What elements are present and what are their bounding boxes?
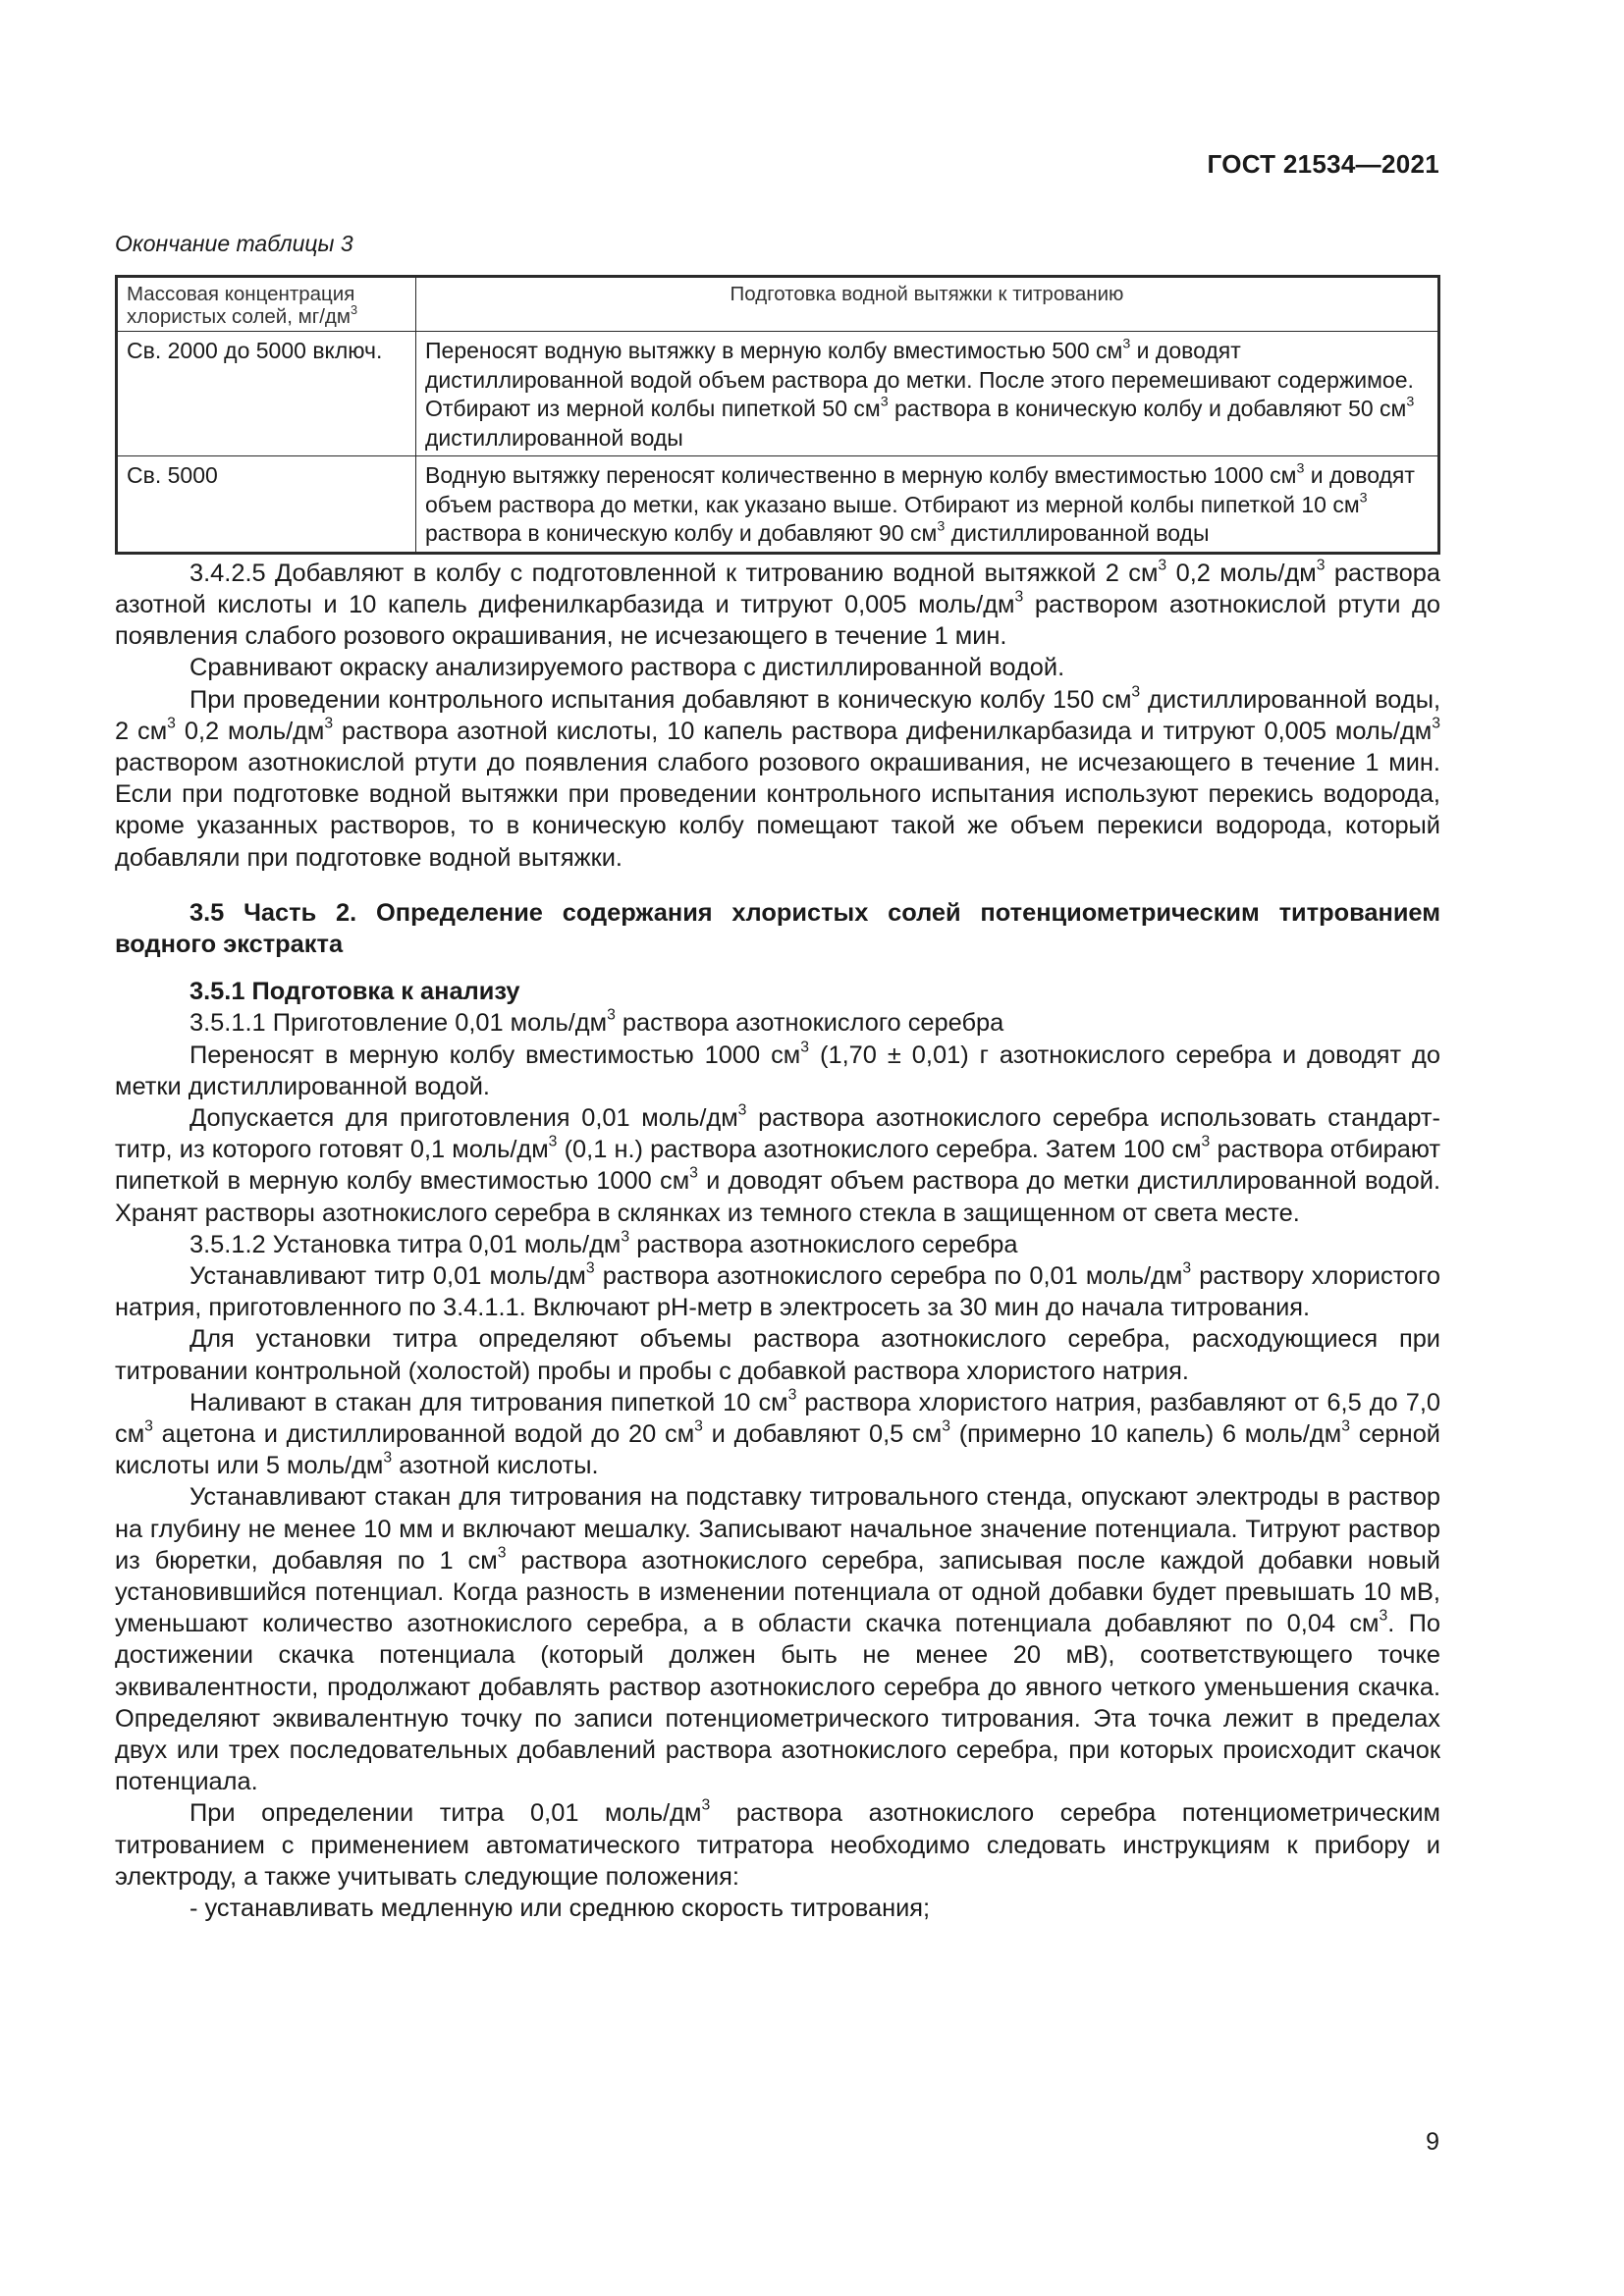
section-heading-3-5: 3.5 Часть 2. Определение содержания хлористых солей потенциометрическим титрованием водного экстракта bbox=[115, 898, 1440, 958]
paragraph-3-5-1-1: 3.5.1.1 Приготовление 0,01 моль/$дм^3$ раствора азотнокислого серебра bbox=[189, 1007, 1004, 1038]
table-3 bbox=[117, 277, 1438, 553]
paragraph-pour: Наливают в стакан для титрования пипеткой 10 $см^3$ раствора хлористого натрия, разбавляют от 6,5 до 7,0 $см^3$ ацетона и дистиллированной водой до 20 $см^3$ и добавляют 0,5 $см^3$ (примерно 10 капель) 6 моль/$дм^3$ серной кислоты или 5 моль/$дм^3$ азотной кислоты. bbox=[115, 1386, 1440, 1480]
table-frame bbox=[115, 275, 1440, 555]
table-cell-concentration: Св. 5000 bbox=[118, 456, 416, 553]
paragraph-3-5-1-2: 3.5.1.2 Установка титра 0,01 моль/$дм^3$ раствора азотнокислого серебра bbox=[189, 1228, 1018, 1258]
column-header-preparation: Подготовка водной вытяжки к титрованию bbox=[416, 278, 1438, 332]
paragraph-transfer: Переносят в мерную колбу вместимостью 1000 $см^3$ (1,70 ± 0,01) г азотнокислого серебра и доводят до метки дистиллированной водой. bbox=[115, 1039, 1440, 1100]
paragraph-automatic-titrator: При определении титра 0,01 моль/$дм^3$ раствора азотнокислого серебра потенциометрическим титрованием с применением автоматического титратора необходимо следовать инструкциям к прибору и электроду, а также учитывать следующие положения: bbox=[115, 1797, 1441, 1891]
table-header-row bbox=[118, 278, 1438, 332]
table-cell-preparation: Переносят водную вытяжку в мерную колбу вместимостью 500 $см^3$ и доводят дистиллированной водой объем раствора до метки. После этого перемешивают содержимое. Отбирают из мерной колбы пипеткой 50 $см^3$ раствора в коническую колбу и добавляют 50 $см^3$ дистиллированной воды bbox=[416, 332, 1438, 456]
paragraph-determine-volumes: Для установки титра определяют объемы раствора азотнокислого серебра, расходующиеся при титровании контрольной (холостой) пробы и пробы с добавкой раствора хлористого натрия. bbox=[115, 1325, 1440, 1385]
section-heading-3-5-1: 3.5.1 Подготовка к анализу bbox=[189, 978, 520, 1006]
standard-header: ГОСТ 21534—2021 bbox=[1207, 149, 1439, 179]
paragraph-titration-stand: Устанавливают стакан для титрования на подставку титровального стенда, опускают электроды в раствор на глубину не менее 10 мм и включают мешалку. Записывают начальное значение потенциала. Титруют раствор из бюретки, добавляя по 1 $см^3$ раствора азотнокислого серебра, записывая после каждой добавки новый установившийся потенциал. Когда разность в изменении потенциала от одной добавки будет превышать 10 мВ, уменьшают количество азотнокислого серебра, а в области скачка потенциала добавляют по 0,04 $см^3$. По достижении скачка потенциала (который должен быть не менее 20 мВ), соответствующего точке эквивалентности, продолжают добавлять раствор азотнокислого серебра до явного четкого уменьшения скачка. Определяют эквивалентную точку по записи потенциометрического титрования. Эта точка лежит в пределах двух или трех последовательных добавлений раствора азотнокислого серебра, при которых происходит скачок потенциала. bbox=[115, 1483, 1440, 1796]
page-content bbox=[115, 228, 1440, 1924]
list-item-speed: - устанавливать медленную или среднюю скорость титрования; bbox=[189, 1895, 931, 1923]
table-cell-concentration: Св. 2000 до 5000 включ. bbox=[118, 332, 416, 456]
page-number: 9 bbox=[1426, 2128, 1439, 2156]
paragraph-control-test: При проведении контрольного испытания добавляют в коническую колбу 150 $см^3$ дистиллированной воды, 2 $см^3$ 0,2 моль/$дм^3$ раствора азотной кислоты, 10 капель раствора дифенилкарбазида и титруют 0,005 моль/$дм^3$ раствором азотнокислой ртути до появления слабого розового окрашивания, не исчезающего в течение 1 мин. Если при подготовке водной вытяжки при проведении контрольного испытания используют перекись водорода, кроме указанных растворов, то в коническую колбу помещают такой же объем перекиси водорода, который добавляли при подготовке водной вытяжки. bbox=[115, 683, 1441, 872]
paragraph-compare: Сравнивают окраску анализируемого раствора с дистиллированной водой. bbox=[189, 654, 1065, 682]
paragraph-set-titer: Устанавливают титр 0,01 моль/$дм^3$ раствора азотнокислого серебра по 0,01 моль/$дм^3$ раствору хлористого натрия, приготовленного по 3.4.1.1. Включают pH-метр в электросеть за 30 мин до начала титрования. bbox=[115, 1259, 1440, 1322]
column-header-concentration: Массовая концентрация хлористых солей, $мг/дм^3$ bbox=[118, 278, 416, 332]
table-row bbox=[118, 332, 1438, 456]
paragraph-standard-titer: Допускается для приготовления 0,01 моль/$дм^3$ раствора азотнокислого серебра использовать стандарт-титр, из которого готовят 0,1 моль/$дм^3$ (0,1 н.) раствора азотнокислого серебра. Затем 100 $см^3$ раствора отбирают пипеткой в мерную колбу вместимостью 1000 $см^3$ и доводят объем раствора до метки дистиллированной водой. Хранят растворы азотнокислого серебра в склянках из темного стекла в защищенном от света месте. bbox=[115, 1101, 1440, 1227]
paragraph-3-4-2-5: 3.4.2.5 Добавляют в колбу с подготовленной к титрованию водной вытяжкой 2 $см^3$ 0,2 моль/$дм^3$ раствора азотной кислоты и 10 капель дифенилкарбазида и титруют 0,005 моль/$дм^3$ раствором азотнокислой ртути до появления слабого розового окрашивания, не исчезающего в течение 1 мин. bbox=[115, 557, 1440, 651]
table-row bbox=[118, 456, 1438, 553]
table-cell-preparation: Водную вытяжку переносят количественно в мерную колбу вместимостью 1000 $см^3$ и доводят объем раствора до метки, как указано выше. Отбирают из мерной колбы пипеткой 10 $см^3$ раствора в коническую колбу и добавляют 90 $см^3$ дистиллированной воды bbox=[416, 456, 1438, 553]
table-caption: Окончание таблицы 3 bbox=[115, 231, 353, 256]
